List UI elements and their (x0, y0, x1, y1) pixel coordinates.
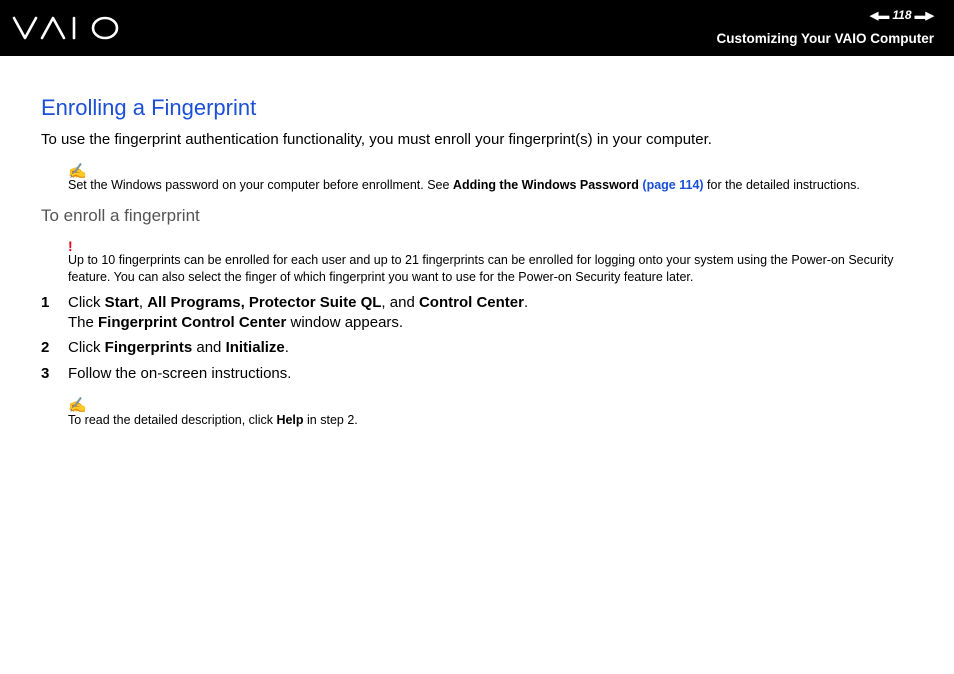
page-link[interactable]: (page 114) (642, 178, 704, 192)
note-help (68, 412, 358, 429)
ui-term: Start (104, 294, 139, 311)
step-text: window appears. (286, 314, 404, 331)
page-number: 118 (892, 8, 912, 22)
note-text-after: in step 2. (303, 413, 358, 427)
warning-icon: ! (68, 238, 73, 254)
step-number: 2 (41, 339, 50, 356)
step-text: and (192, 339, 226, 356)
ui-term: Control Center (418, 294, 524, 311)
ui-term: Fingerprints (104, 339, 193, 356)
warning-line-1: Up to 10 fingerprints can be enrolled for each user and up to 21 fingerprints can be enrolled for logging onto your system using the Power-on Security (68, 253, 894, 267)
step-text: Click (68, 294, 105, 311)
right-arrow-icon[interactable]: ▬▶ (914, 9, 934, 22)
page-header (0, 0, 954, 56)
left-arrow-icon[interactable]: ◀▬ (869, 9, 890, 22)
step-text: , and (381, 294, 419, 311)
page-navigator (870, 8, 934, 22)
step-3 (41, 364, 291, 384)
note-bold: Adding the Windows Password (452, 178, 639, 192)
step-text: . (284, 339, 289, 356)
subsection-title: To enroll a fingerprint (41, 206, 200, 225)
ui-term: Initialize (225, 339, 285, 356)
vaio-logo (12, 15, 120, 41)
step-text: Click (68, 339, 105, 356)
step-text: , (138, 294, 148, 311)
note-text: Set the Windows password on your computer before enrollment. See (68, 178, 453, 192)
step-number: 3 (41, 365, 50, 382)
step-1 (41, 293, 528, 313)
step-text: The (68, 314, 99, 331)
pencil-note-icon: ✍ (68, 163, 87, 180)
step-text: Follow the on-screen instructions. (68, 365, 292, 382)
step-number: 1 (41, 294, 50, 311)
section-title: Customizing Your VAIO Computer (716, 31, 934, 46)
pencil-note-icon: ✍ (68, 397, 87, 414)
ui-term: Fingerprint Control Center (98, 314, 287, 331)
ui-term: All Programs, Protector Suite QL (147, 294, 382, 311)
note-text: To read the detailed description, click (68, 413, 277, 427)
note-text-after: for the detailed instructions. (703, 178, 860, 192)
note-bold: Help (276, 413, 304, 427)
step-text: . (523, 294, 529, 311)
page-title: Enrolling a Fingerprint (41, 95, 257, 120)
note-password (68, 177, 860, 194)
step-1-result (68, 314, 403, 331)
warning-line-2: feature. You can also select the finger of which fingerprint you want to use for the Power-on Security feature later. (68, 270, 694, 284)
step-2 (41, 338, 289, 358)
intro-paragraph: To use the fingerprint authentication functionality, you must enroll your fingerprint(s) in your computer. (41, 131, 712, 148)
